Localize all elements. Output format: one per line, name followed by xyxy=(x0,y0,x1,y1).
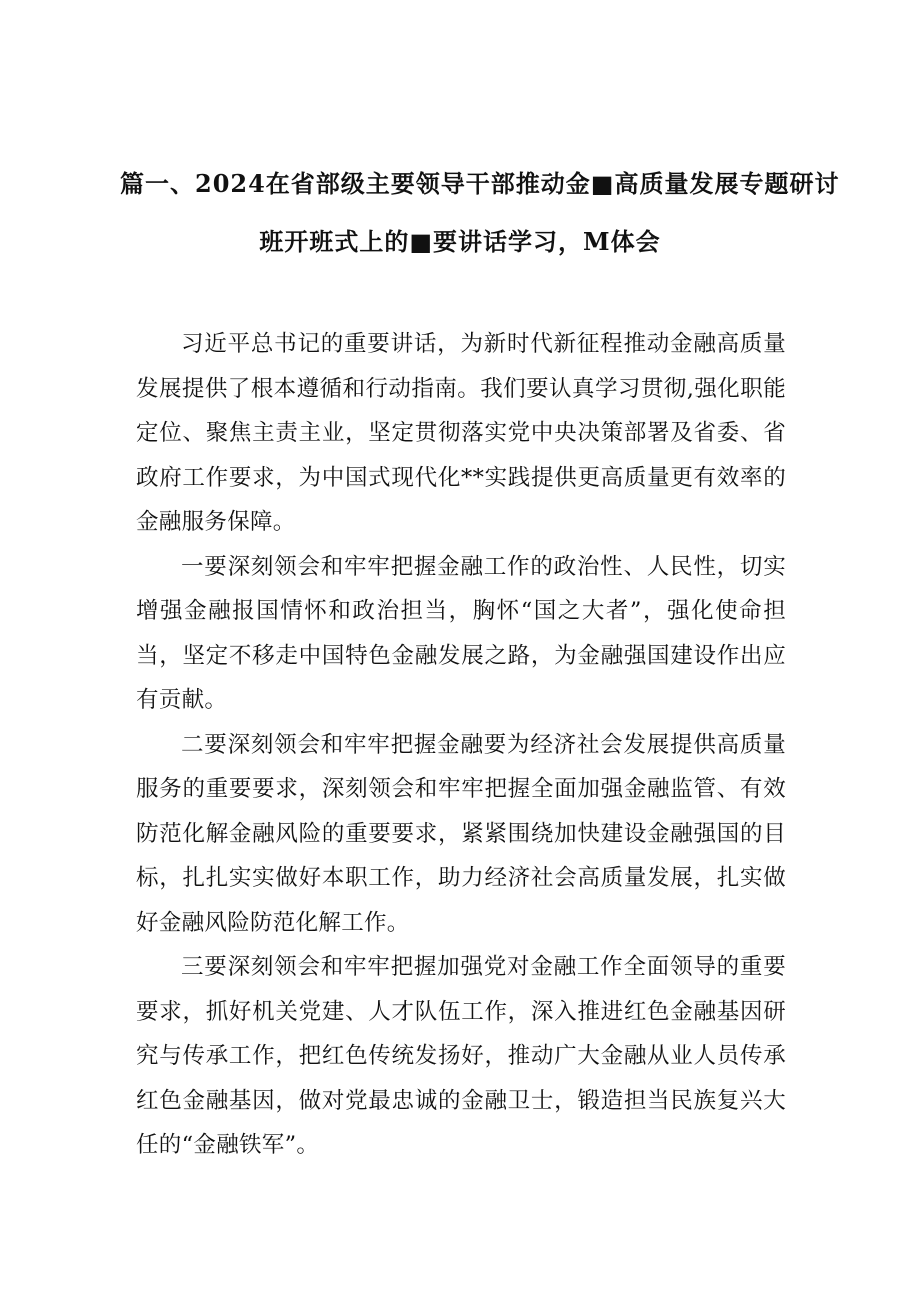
document-body xyxy=(136,322,786,1168)
paragraph-point-2: 二要深刻领会和牢牢把握金融要为经济社会发展提供高质量服务的重要要求，深刻领会和牢牢把握全面加强金融监管、有效防范化解金融风险的重要要求，紧紧围绕加快建设金融强国的目标，扎扎实实做好本职工作，助力经济社会高质量发展，扎实做好金融风险防范化解工作。 xyxy=(136,731,786,936)
paragraph-point-1: 一要深刻领会和牢牢把握金融工作的政治性、人民性，切实增强金融报国情怀和政治担当，胸怀“国之大者”，强化使命担当，坚定不移走中国特色金融发展之路，为金融强国建设作出应有贡献。 xyxy=(136,553,786,713)
paragraph-point-3: 三要深刻领会和牢牢把握加强党对金融工作全面领导的重要要求，抓好机关党建、人才队伍工作，深入推进红色金融基因研究与传承工作，把红色传统发扬好，推动广大金融从业人员传承红色金融基因，做对党最忠诚的金融卫士，锻造担当民族复兴大任的“金融铁军”。 xyxy=(136,954,786,1158)
paragraph-intro: 习近平总书记的重要讲话，为新时代新征程推动金融高质量发展提供了根本遵循和行动指南。我们要认真学习贯彻,强化职能定位、聚焦主责主业，坚定贯彻落实党中央决策部署及省委、省政府工作要求，为中国式现代化**实践提供更高质量更有效率的金融服务保障。 xyxy=(136,331,786,535)
document-title-line-2: 班开班式上的■要讲话学习，M体会 xyxy=(259,227,661,256)
document-title-line-1: 篇一、2024在省部级主要领导干部推动金■高质量发展专题研讨 xyxy=(120,169,840,198)
